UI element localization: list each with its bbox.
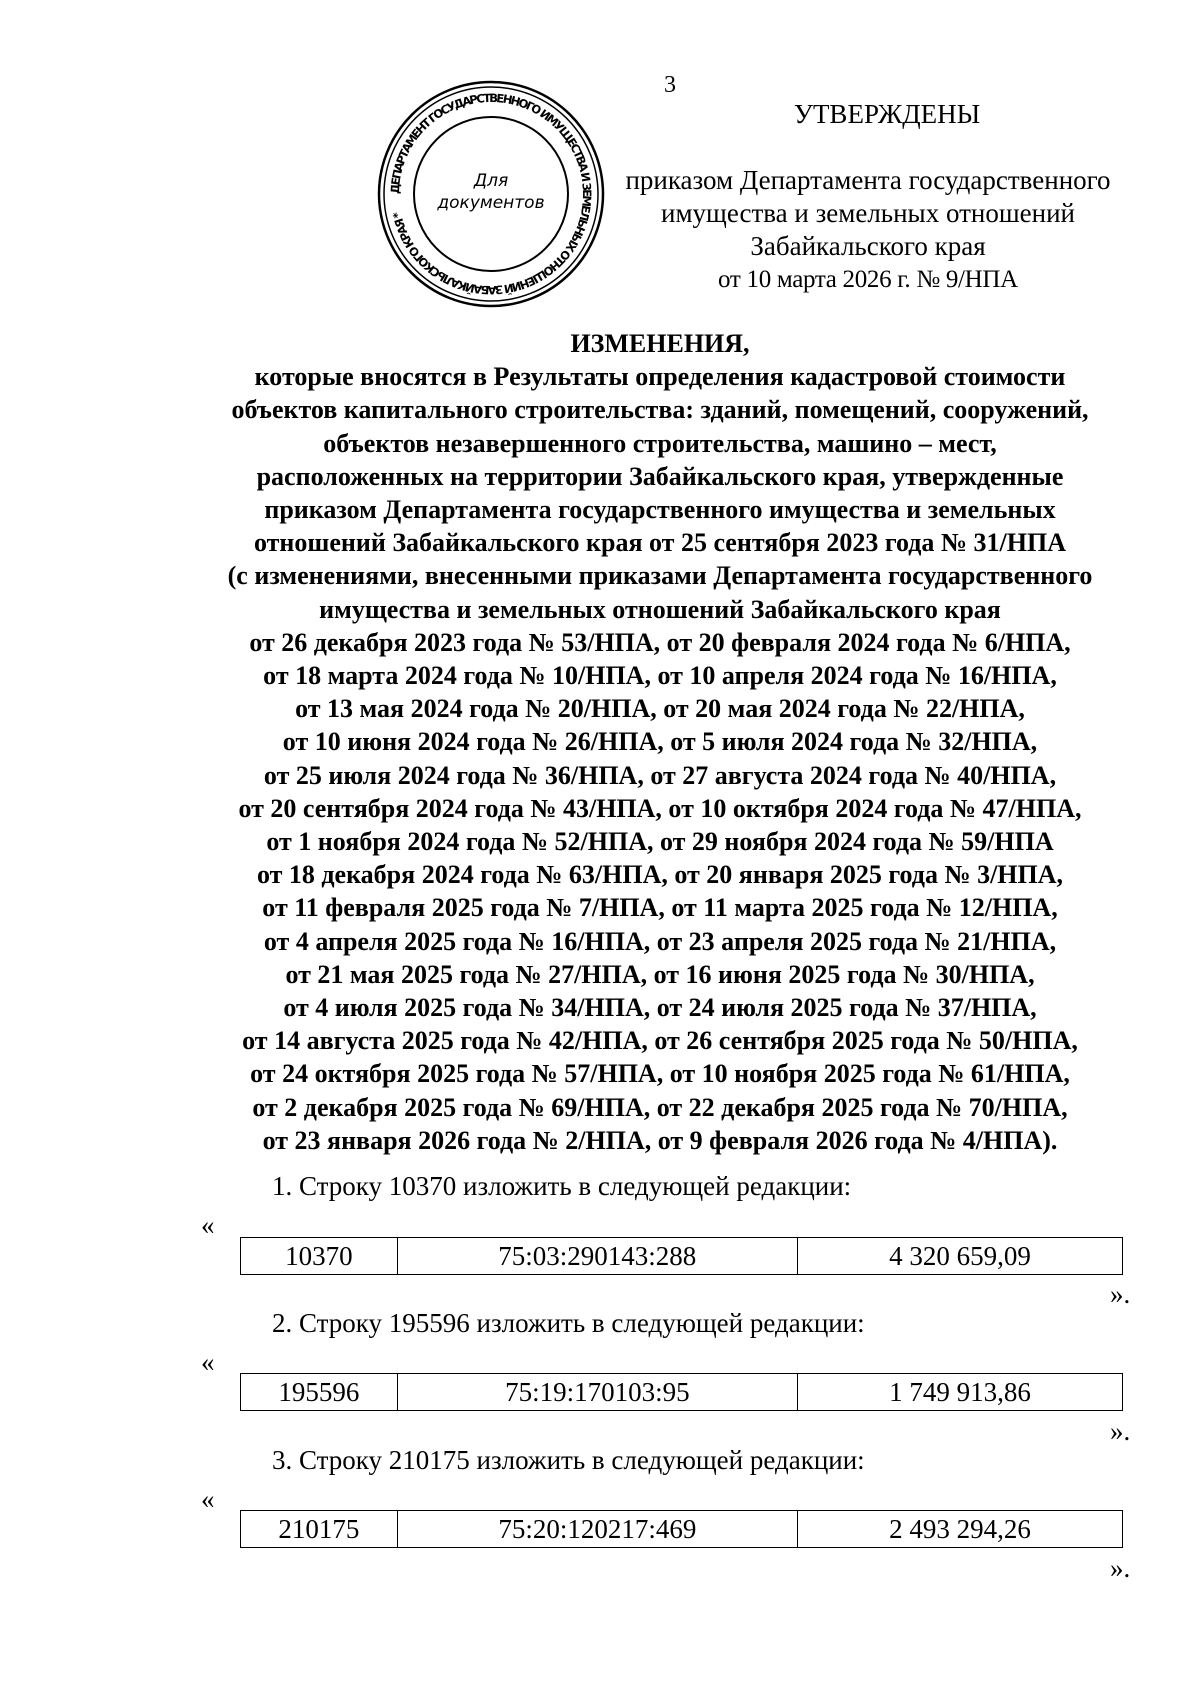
document-heading — [160, 327, 1160, 1157]
stamp-center-line-2: документов — [437, 193, 545, 213]
cadastral-value-cell: 1 749 913,86 — [797, 1374, 1122, 1411]
heading-line: от 13 мая 2024 года № 20/НПА, от 20 мая 2024 года № 22/НПА, — [295, 694, 1025, 724]
page-number: 3 — [664, 72, 676, 98]
official-stamp — [375, 78, 607, 310]
item-1-open-quote: « — [201, 1210, 215, 1240]
heading-line: от 25 июля 2024 года № 36/НПА, от 27 августа 2024 года № 40/НПА, — [263, 760, 1057, 790]
item-3-text: 3. Строку 210175 изложить в следующей редакции: — [272, 1445, 865, 1475]
approval-line: Забайкальского края — [750, 231, 986, 261]
heading-line: от 23 января 2026 года № 2/НПА, от 9 февраля 2026 года № 4/НПА). — [262, 1125, 1058, 1155]
heading-line: от 4 апреля 2025 года № 16/НПА, от 23 апреля 2025 года № 21/НПА, — [263, 926, 1057, 956]
item-2-open-quote: « — [201, 1347, 215, 1377]
item-2-close-quote: ». — [1110, 1416, 1131, 1446]
heading-line: расположенных на территории Забайкальского края, утвержденные — [256, 461, 1064, 491]
row-number-cell: 195596 — [241, 1374, 398, 1411]
heading-line: приказом Департамента государственного имущества и земельных — [264, 495, 1056, 525]
item-1-table — [240, 1237, 1123, 1275]
row-number-cell: 210175 — [241, 1511, 398, 1548]
approval-title: УТВЕРЖДЕНЫ — [793, 99, 981, 129]
item-1-close-quote: ». — [1110, 1279, 1131, 1309]
heading-line: от 18 декабря 2024 года № 63/НПА, от 20 января 2025 года № 3/НПА, — [256, 860, 1064, 890]
cadastral-value-cell: 2 493 294,26 — [797, 1511, 1122, 1548]
cadastral-number-cell: 75:03:290143:288 — [397, 1238, 797, 1275]
approval-block — [608, 98, 1128, 296]
heading-line: имущества и земельных отношений Забайкальского края — [319, 594, 1001, 624]
heading-line: от 20 сентября 2024 года № 43/НПА, от 10 октября 2024 года № 47/НПА, — [238, 793, 1082, 823]
cadastral-number-cell: 75:19:170103:95 — [397, 1374, 797, 1411]
approval-line: имущества и земельных отношений — [661, 198, 1075, 228]
heading-line: от 21 мая 2025 года № 27/НПА, от 16 июня 2025 года № 30/НПА, — [285, 959, 1035, 989]
table-row — [241, 1511, 1123, 1548]
heading-line: от 11 февраля 2025 года № 7/НПА, от 11 марта 2025 года № 12/НПА, — [262, 893, 1058, 923]
heading-line: объектов незавершенного строительства, машино – мест, — [323, 428, 997, 458]
heading-line: от 24 октября 2025 года № 57/НПА, от 10 ноября 2025 года № 61/НПА, — [250, 1059, 1070, 1089]
item-3-open-quote: « — [201, 1484, 215, 1514]
stamp-ring-text: ДЕПАРТАМЕНТ ГОСУДАРСТВЕННОГО ИМУЩЕСТВА И ЗЕМЕЛЬНЫХ ОТНОШЕНИЙ ЗАБАЙКАЛЬСКОГО КРАЯ * — [387, 90, 595, 298]
heading-line: (с изменениями, внесенными приказами Департамента государственного — [227, 561, 1093, 591]
heading-line: которые вносятся в Результаты определения кадастровой стоимости — [254, 362, 1066, 392]
heading-line: объектов капитального строительства: зданий, помещений, сооружений, — [231, 395, 1089, 425]
heading-title: ИЗМЕНЕНИЯ, — [570, 329, 750, 358]
item-1-text: 1. Строку 10370 изложить в следующей редакции: — [272, 1171, 852, 1201]
heading-line: отношений Забайкальского края от 25 сентября 2023 года № 31/НПА — [253, 528, 1066, 558]
table-row — [241, 1374, 1123, 1411]
heading-line: от 4 июля 2025 года № 34/НПА, от 24 июля 2025 года № 37/НПА, — [283, 993, 1037, 1023]
item-2-table — [240, 1373, 1123, 1411]
approval-date: от 10 марта 2026 г. № 9/НПА — [718, 266, 1018, 293]
heading-line: от 10 июня 2024 года № 26/НПА, от 5 июля 2024 года № 32/НПА, — [282, 727, 1038, 757]
table-row — [241, 1238, 1123, 1275]
stamp-center-line-1: Для — [473, 171, 509, 191]
heading-line: от 2 декабря 2025 года № 69/НПА, от 22 декабря 2025 года № 70/НПА, — [252, 1092, 1068, 1122]
item-2-text: 2. Строку 195596 изложить в следующей редакции: — [272, 1308, 865, 1338]
heading-line: от 1 ноября 2024 года № 52/НПА, от 29 ноября 2024 года № 59/НПА — [266, 827, 1054, 857]
approval-line: приказом Департамента государственного — [625, 165, 1111, 195]
heading-line: от 26 декабря 2023 года № 53/НПА, от 20 февраля 2024 года № 6/НПА, — [249, 627, 1071, 657]
heading-line: от 18 марта 2024 года № 10/НПА, от 10 апреля 2024 года № 16/НПА, — [263, 661, 1057, 691]
item-3-close-quote: ». — [1110, 1553, 1131, 1583]
cadastral-number-cell: 75:20:120217:469 — [397, 1511, 797, 1548]
item-3-table — [240, 1510, 1123, 1548]
heading-line: от 14 августа 2025 года № 42/НПА, от 26 сентября 2025 года № 50/НПА, — [242, 1026, 1078, 1056]
row-number-cell: 10370 — [241, 1238, 398, 1275]
cadastral-value-cell: 4 320 659,09 — [797, 1238, 1122, 1275]
